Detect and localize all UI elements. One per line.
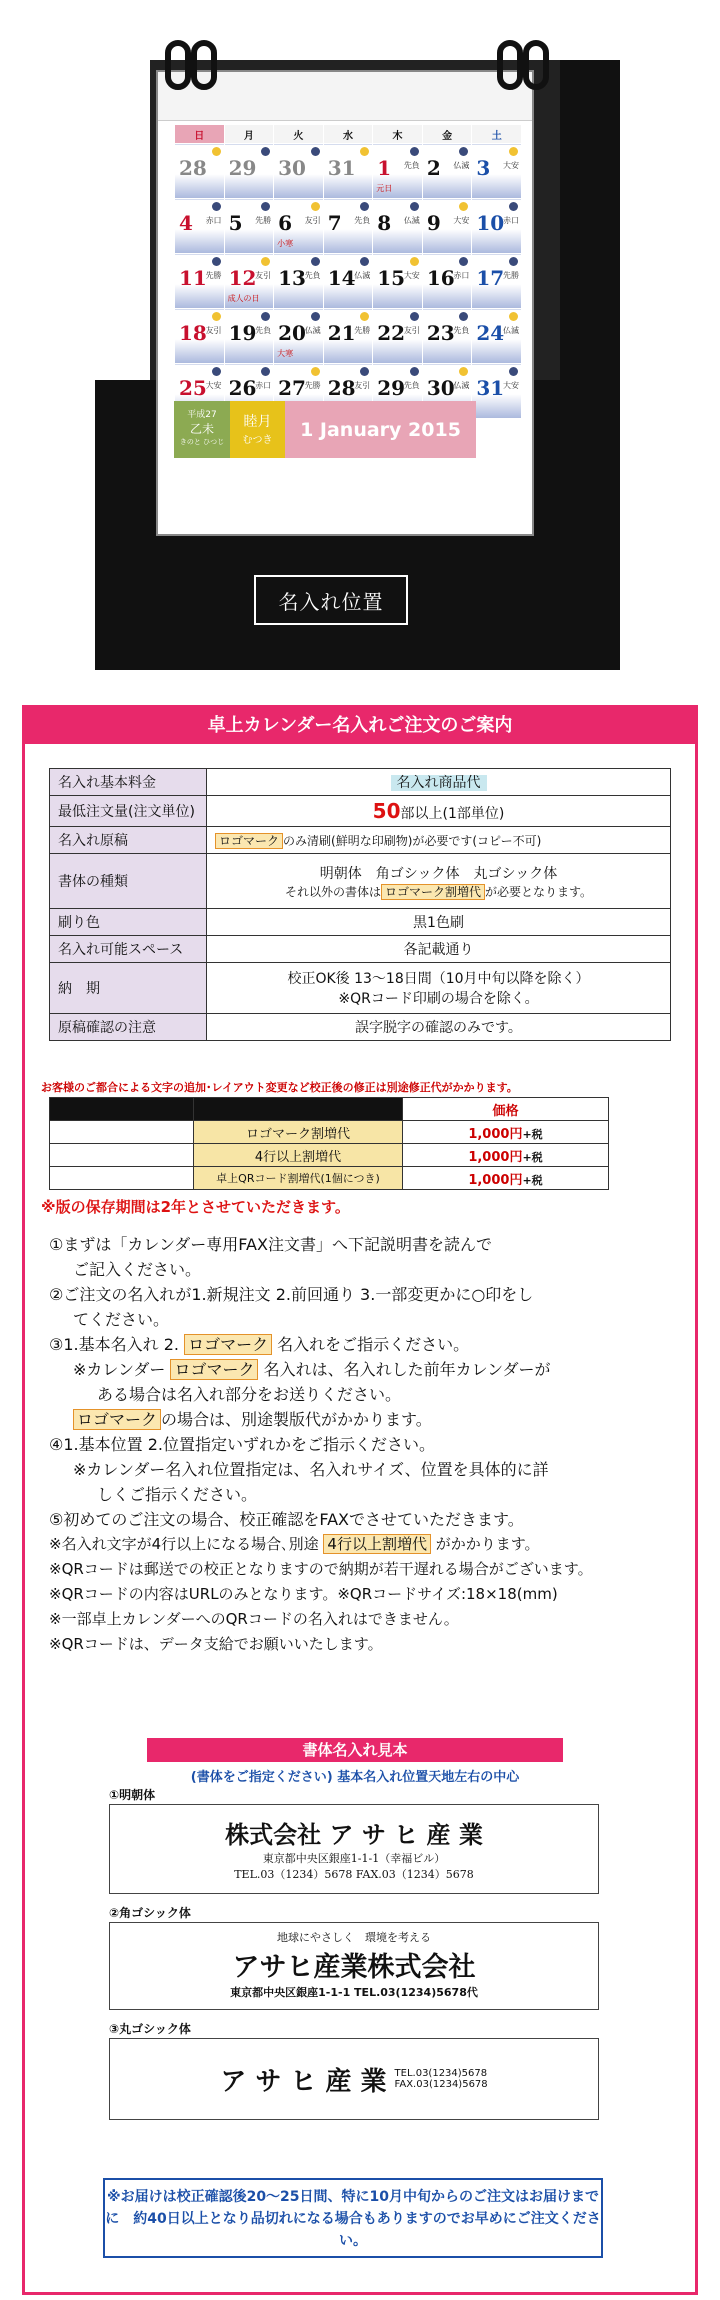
day-number: 3 [476, 156, 491, 180]
calendar-day-cell [224, 144, 274, 199]
weekday-header-row [175, 125, 522, 144]
rokuyo-label: 大安 [453, 216, 470, 225]
moon-phase-icon [509, 202, 518, 211]
calendar-day-cell [175, 254, 225, 309]
calendar-day-cell [373, 254, 423, 309]
day-number: 27 [278, 376, 306, 400]
spec-value: 50部以上(1部単位) [207, 796, 671, 827]
rokuyo-label: 仏滅 [503, 326, 519, 335]
rokuyo-label: 大安 [403, 271, 420, 280]
ring-icon [191, 40, 217, 90]
calendar-day-cell [422, 254, 472, 309]
moon-phase-icon [509, 257, 518, 266]
instruction-line: ※QRコードの内容はURLのみとなります。※QRコードサイズ:18×18(mm) [49, 1585, 558, 1603]
spec-row [50, 1014, 671, 1041]
calendar-week-row [175, 309, 522, 364]
day-number: 24 [476, 321, 505, 345]
era-year: 平成27 [187, 410, 217, 420]
moon-phase-icon [360, 312, 369, 321]
day-number: 5 [228, 211, 243, 235]
rokuyo-label: 仏滅 [354, 271, 371, 280]
spec-row [50, 963, 671, 1014]
rokuyo-label: 仏滅 [453, 161, 470, 170]
day-number: 17 [476, 266, 505, 290]
instruction-line: ※カレンダー名入れ位置指定は、名入れサイズ、位置を具体的に詳 [73, 1460, 549, 1479]
spec-label: 書体の種類 [50, 854, 207, 909]
day-number: 28 [179, 156, 207, 180]
weekday-label: 金 [422, 125, 472, 144]
moon-phase-icon [360, 147, 369, 156]
holiday-label: 小寒 [277, 239, 294, 248]
calendar-day-cell [323, 144, 373, 199]
day-number: 2 [426, 156, 441, 180]
price-item-name: ロゴマーク割増代 [194, 1121, 403, 1144]
moon-phase-icon [410, 202, 419, 211]
calendar-day-cell [472, 199, 522, 254]
day-number: 6 [278, 211, 293, 235]
spec-row [50, 796, 671, 827]
calendar-day-cell [472, 254, 522, 309]
rokuyo-label: 先勝 [255, 216, 272, 225]
order-guide [22, 705, 698, 2295]
day-number: 13 [278, 266, 306, 290]
font-sample-subtitle: (書体をご指定ください) 基本名入れ位置天地左右の中心 [190, 1770, 520, 1785]
day-number: 15 [377, 266, 406, 290]
calendar-product-image [0, 0, 720, 700]
spec-label: 最低注文量(注文単位) [50, 796, 207, 827]
calendar-day-cell [274, 144, 324, 199]
spec-row [50, 936, 671, 963]
instruction-line: ロゴマーク の場合は、別途製版代がかかります。 [49, 1407, 689, 1432]
moon-phase-icon [509, 367, 518, 376]
price-row [50, 1144, 609, 1167]
calendar-day-cell [422, 309, 472, 364]
day-number: 29 [228, 156, 257, 180]
calendar-day-cell [373, 199, 423, 254]
rokuyo-label: 先負 [453, 326, 470, 335]
moon-phase-icon [410, 367, 419, 376]
ring-icon [523, 40, 549, 90]
rokuyo-label: 先勝 [205, 271, 222, 280]
rokuyo-label: 赤口 [453, 271, 470, 280]
moon-phase-icon [311, 257, 320, 266]
rokuyo-label: 大安 [205, 381, 222, 390]
day-number: 31 [476, 376, 505, 400]
weekday-label: 水 [323, 125, 373, 144]
moon-phase-icon [410, 147, 419, 156]
spec-row [50, 909, 671, 936]
sample-label: ②角ゴシック体 [109, 1906, 191, 1920]
ring-icon [497, 40, 523, 90]
moon-phase-icon [261, 202, 270, 211]
revision-warning: お客様のご都合による文字の追加･レイアウト変更など校正後の修正は別途修正代がかかります。 [41, 1081, 518, 1094]
price-row [50, 1167, 609, 1190]
day-number: 11 [179, 266, 207, 290]
price-header-row [50, 1098, 609, 1121]
day-number: 7 [327, 211, 342, 235]
instructions-list [49, 1232, 689, 1657]
calendar-grid [174, 124, 522, 419]
calendar-day-cell [274, 309, 324, 364]
rokuyo-label: 先負 [255, 326, 272, 335]
spec-value: 校正OK後 13～18日間（10月中旬以降を除く） ※QRコード印刷の場合を除く。 [207, 963, 671, 1014]
rokuyo-label: 先負 [304, 271, 321, 280]
sample-label: ①明朝体 [109, 1788, 156, 1802]
spec-label: 名入れ原稿 [50, 827, 207, 854]
rokuyo-label: 友引 [205, 326, 222, 335]
calendar-body [175, 144, 522, 419]
era-year-box [174, 401, 230, 458]
calendar-day-cell [175, 309, 225, 364]
day-number: 26 [228, 376, 257, 400]
rokuyo-label: 先勝 [354, 326, 371, 335]
instruction-line: ⑤初めてのご注文の場合、校正確認をFAXでさせていただきます。 [49, 1510, 524, 1529]
rokuyo-label: 友引 [304, 216, 321, 225]
sample-label: ③丸ゴシック体 [109, 2022, 191, 2036]
eto: 乙未 [189, 422, 214, 436]
rokuyo-label: 友引 [403, 326, 420, 335]
day-number: 20 [278, 321, 306, 345]
spec-label: 名入れ基本料金 [50, 769, 207, 796]
calendar-week-row [175, 144, 522, 199]
price-item-value: 1,000円+税 [403, 1121, 609, 1144]
instruction-line: ご記入ください。 [73, 1260, 202, 1279]
day-number: 12 [228, 266, 257, 290]
day-number: 14 [327, 266, 356, 290]
rokuyo-label: 先勝 [304, 381, 321, 390]
day-number: 19 [228, 321, 257, 345]
rokuyo-label: 赤口 [205, 216, 222, 225]
day-number: 28 [327, 376, 356, 400]
moon-phase-icon [459, 367, 468, 376]
weekday-label: 木 [373, 125, 423, 144]
sample-maru-gothic: ア サ ヒ 産 業 TEL.03(1234)5678 FAX.03(1234)5678 [109, 2038, 599, 2120]
eto-reading: きのと ひつじ [179, 438, 225, 446]
day-number: 29 [377, 376, 406, 400]
instruction-line: ※QRコードは郵送での校正となりますので納期が若干遅れる場合がございます。 [49, 1560, 593, 1578]
calendar-day-cell [224, 309, 274, 364]
rokuyo-label: 赤口 [255, 381, 272, 390]
weekday-label: 火 [274, 125, 324, 144]
spec-table [49, 768, 671, 1041]
guide-title: 卓上カレンダー名入れご注文のご案内 [25, 708, 695, 744]
moon-phase-icon [212, 147, 221, 156]
rokuyo-label: 先勝 [503, 271, 519, 280]
spec-label: 原稿確認の注意 [50, 1014, 207, 1041]
month-name-box [230, 401, 285, 458]
weekday-label: 日 [175, 125, 225, 144]
delivery-footnote: ※お届けは校正確認後20～25日間、特に10月中旬からのご注文はお届けまでに 約40日以上となり品切れになる場合もありますのでお早めにご注文ください。 [103, 2178, 603, 2258]
day-number: 21 [327, 321, 356, 345]
spec-row [50, 769, 671, 796]
sample-mincho: 株式会社 ア サ ヒ 産 業 東京都中央区銀座1-1-1（幸福ビル） TEL.03（1234）5678 FAX.03（1234）5678 [109, 1804, 599, 1894]
sample-kaku-gothic: 地球にやさしく 環境を考える アサヒ産業株式会社 東京都中央区銀座1-1-1 TEL.03(1234)5678代 [109, 1922, 599, 2010]
spec-value: 名入れ商品代 [207, 769, 671, 796]
rokuyo-label: 仏滅 [403, 216, 420, 225]
spec-value: 各記載通り [207, 936, 671, 963]
name-position-label: 名入れ位置 [254, 575, 408, 625]
moon-phase-icon [459, 202, 468, 211]
day-number: 4 [179, 211, 193, 235]
instruction-line: ※QRコードは、データ支給でお願いいたします。 [49, 1635, 383, 1653]
ring-icon [165, 40, 191, 90]
calendar-day-cell [175, 144, 225, 199]
spec-row [50, 854, 671, 909]
moon-phase-icon [459, 257, 468, 266]
weekday-label: 土 [472, 125, 522, 144]
rokuyo-label: 先負 [403, 161, 420, 170]
month-banner: 1 January 2015 [285, 401, 476, 458]
moon-phase-icon [509, 312, 518, 321]
moon-phase-icon [311, 312, 320, 321]
moon-phase-icon [360, 202, 369, 211]
day-number: 25 [179, 376, 207, 400]
price-row [50, 1121, 609, 1144]
price-item-name: 4行以上割増代 [194, 1144, 403, 1167]
day-number: 18 [179, 321, 207, 345]
rokuyo-label: 大安 [503, 161, 519, 170]
spec-value: ロゴマーク のみ清刷(鮮明な印刷物)が必要です(コピー不可) [207, 827, 671, 854]
moon-phase-icon [360, 367, 369, 376]
price-header: 価格 [403, 1098, 609, 1121]
moon-phase-icon [311, 202, 320, 211]
instruction-line: ③1.基本名入れ 2. ロゴマーク 名入れをご指示ください。 [49, 1335, 470, 1354]
day-number: 23 [426, 321, 455, 345]
day-number: 8 [377, 211, 392, 235]
calendar-day-cell [373, 309, 423, 364]
calendar-day-cell [472, 144, 522, 199]
rokuyo-label: 先負 [354, 216, 371, 225]
calendar-day-cell [175, 199, 225, 254]
instruction-line: てください。 [73, 1310, 170, 1329]
instruction-line: ④1.基本位置 2.位置指定いずれかをご指示ください。 [49, 1435, 435, 1454]
calendar-rings [165, 40, 555, 90]
holiday-label: 成人の日 [227, 294, 260, 303]
calendar-day-cell [422, 144, 472, 199]
spec-value: 明朝体 角ゴシック体 丸ゴシック体 それ以外の書体は ロゴマーク割増代 が必要となります。 [207, 854, 671, 909]
calendar-day-cell [224, 199, 274, 254]
moon-phase-icon [509, 147, 518, 156]
moon-phase-icon [459, 147, 468, 156]
calendar-day-cell [422, 199, 472, 254]
day-number: 1 [377, 156, 392, 180]
price-table [49, 1097, 609, 1190]
spec-label: 名入れ可能スペース [50, 936, 207, 963]
day-number: 10 [476, 211, 505, 235]
price-item-name: 卓上QRコード割増代(1個につき) [194, 1167, 403, 1190]
moon-phase-icon [459, 312, 468, 321]
day-number: 30 [426, 376, 455, 400]
calendar-day-cell [274, 199, 324, 254]
month-name: 睦月 [243, 414, 272, 430]
weekday-label: 月 [224, 125, 274, 144]
moon-phase-icon [360, 257, 369, 266]
instruction-line: ※カレンダー ロゴマーク 名入れは、名入れした前年カレンダーが [73, 1360, 551, 1379]
rokuyo-label: 先負 [403, 381, 420, 390]
day-number: 9 [426, 211, 441, 235]
instruction-line: ある場合は名入れ部分をお送りください。 [97, 1385, 402, 1404]
day-number: 30 [278, 156, 306, 180]
moon-phase-icon [261, 367, 270, 376]
spec-value: 誤字脱字の確認のみです。 [207, 1014, 671, 1041]
spec-label: 納 期 [50, 963, 207, 1014]
day-number: 16 [426, 266, 455, 290]
font-sample-title: 書体名入れ見本 [147, 1738, 563, 1762]
moon-phase-icon [212, 257, 221, 266]
calendar-day-cell [323, 254, 373, 309]
moon-phase-icon [261, 147, 270, 156]
calendar-day-cell [274, 254, 324, 309]
instruction-line: ①まずは「カレンダー専用FAX注文書」へ下記説明書を読んで [49, 1235, 492, 1254]
instruction-line: ※一部卓上カレンダーへのQRコードの名入れはできません。 [49, 1610, 459, 1628]
month-reading: むつき [242, 435, 273, 446]
rokuyo-label: 友引 [354, 381, 371, 390]
calendar-page [156, 70, 534, 536]
rokuyo-label: 友引 [255, 271, 272, 280]
moon-phase-icon [410, 257, 419, 266]
instruction-line: ②ご注文の名入れが1.新規注文 2.前回通り 3.一部変更かに○印をし [49, 1285, 534, 1304]
rokuyo-label: 仏滅 [304, 326, 321, 335]
plate-storage-note: ※版の保存期間は2年とさせていただきます。 [41, 1198, 350, 1216]
spec-label: 刷り色 [50, 909, 207, 936]
day-number: 22 [377, 321, 406, 345]
calendar-day-cell [472, 364, 522, 419]
calendar-day-cell [224, 254, 274, 309]
rokuyo-label: 赤口 [503, 216, 519, 225]
moon-phase-icon [212, 367, 221, 376]
moon-phase-icon [212, 202, 221, 211]
spec-value: 黒1色刷 [207, 909, 671, 936]
calendar-day-cell [373, 144, 423, 199]
holiday-label: 大寒 [277, 349, 294, 358]
rokuyo-label: 仏滅 [453, 381, 470, 390]
holiday-label: 元日 [376, 184, 393, 193]
moon-phase-icon [261, 257, 270, 266]
instruction-line: しくご指示ください。 [97, 1485, 258, 1504]
calendar-week-row [175, 199, 522, 254]
spec-row [50, 827, 671, 854]
rokuyo-label: 大安 [503, 381, 519, 390]
price-item-value: 1,000円+税 [403, 1144, 609, 1167]
moon-phase-icon [311, 147, 320, 156]
instruction-line: ※名入れ文字が4行以上になる場合､別途 4行以上割増代 がかかります。 [49, 1535, 540, 1553]
day-number: 31 [327, 156, 356, 180]
calendar-day-cell [323, 309, 373, 364]
moon-phase-icon [261, 312, 270, 321]
moon-phase-icon [212, 312, 221, 321]
calendar-week-row [175, 254, 522, 309]
moon-phase-icon [311, 367, 320, 376]
price-item-value: 1,000円+税 [403, 1167, 609, 1190]
calendar-day-cell [472, 309, 522, 364]
moon-phase-icon [410, 312, 419, 321]
calendar-day-cell [323, 199, 373, 254]
